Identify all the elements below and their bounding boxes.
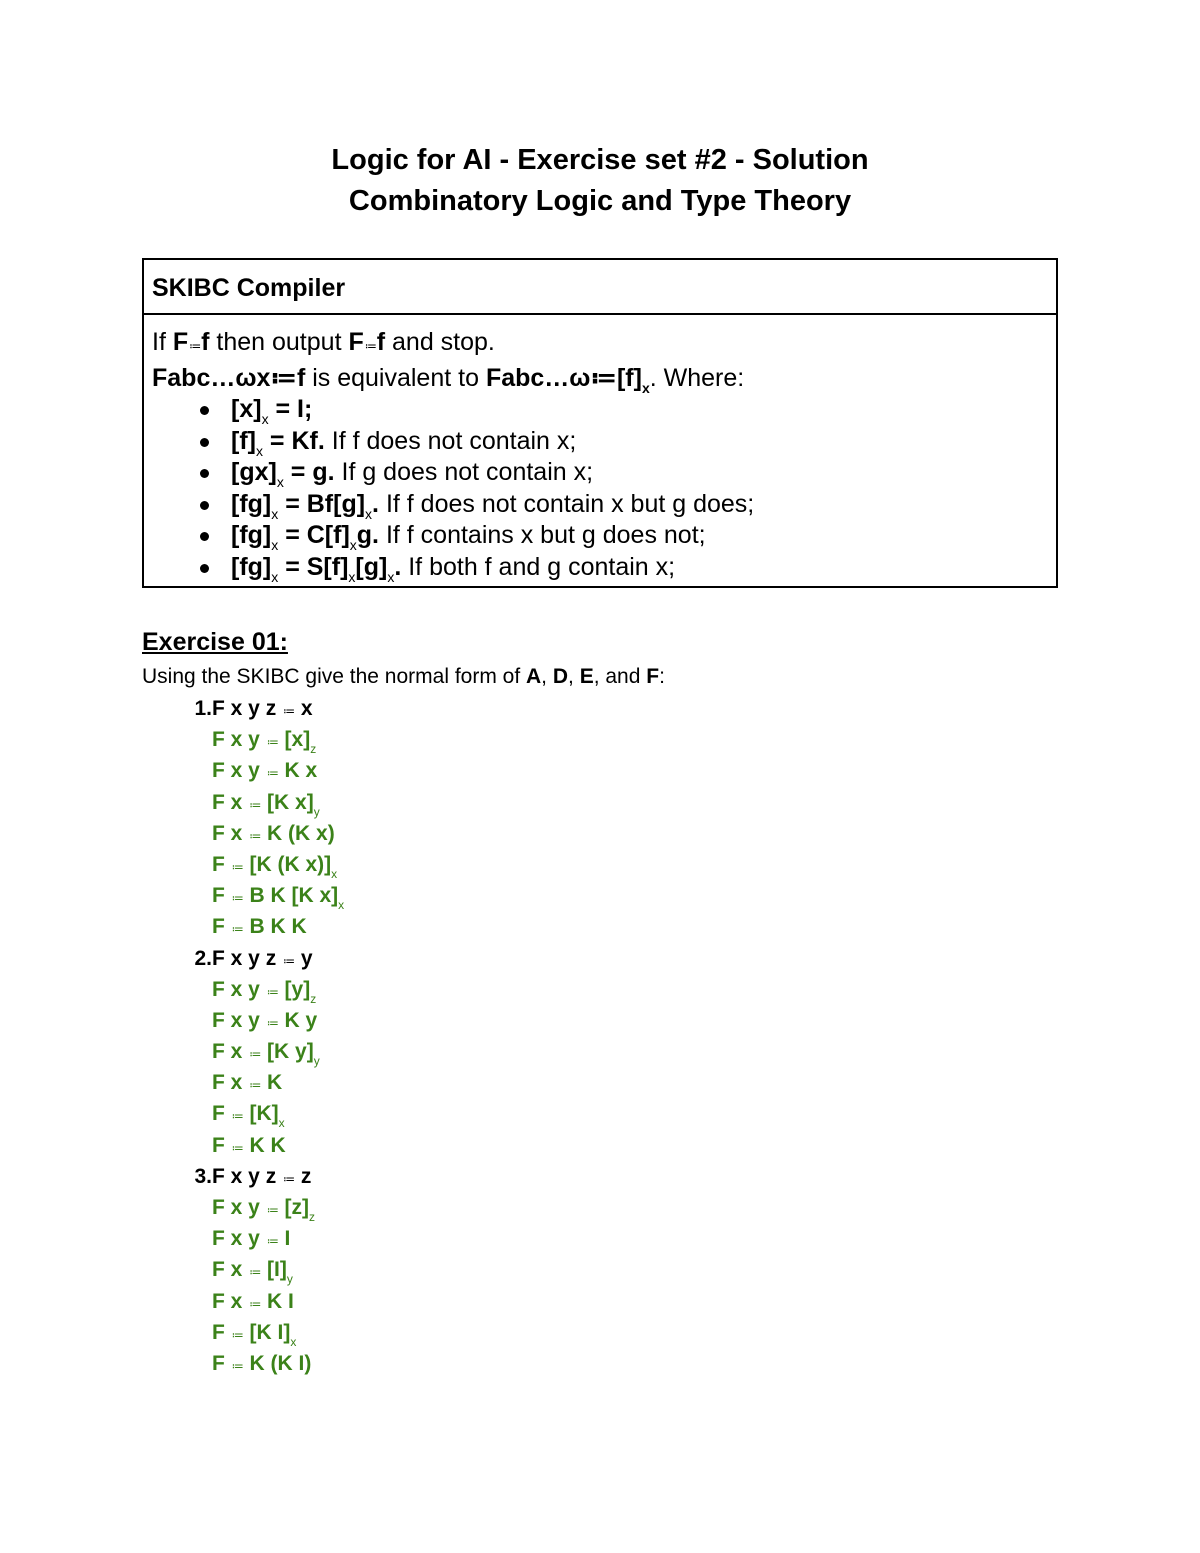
solution-step	[142, 1348, 1042, 1379]
text: E	[579, 665, 594, 688]
text: [f]	[231, 426, 256, 455]
text: f	[376, 328, 386, 356]
text: K (K x)	[261, 821, 335, 845]
text: Fabc…ω	[152, 363, 257, 392]
subscript: x	[271, 537, 279, 553]
solution-step	[142, 818, 1042, 849]
text: , and	[593, 665, 647, 688]
assign-symbol: ≔	[231, 891, 243, 906]
step-expression	[212, 1254, 293, 1288]
compiler-box	[142, 258, 1058, 588]
assign-symbol: ≔	[266, 766, 278, 781]
subscript: y	[313, 804, 320, 819]
step-expression	[212, 818, 335, 852]
text: F	[348, 328, 364, 356]
text: D	[552, 665, 569, 688]
assign-symbol: ≔	[231, 859, 243, 874]
rule-item	[152, 426, 1048, 458]
subscript: x	[278, 1116, 285, 1131]
text: z	[295, 1164, 312, 1188]
exercise-heading: Exercise 01:	[142, 628, 288, 656]
text: F x y	[212, 1196, 266, 1219]
assign-symbol: ≔	[189, 339, 201, 353]
step-expression	[212, 849, 337, 883]
text: :	[659, 665, 665, 688]
solution-step	[142, 1192, 1042, 1223]
step-expression	[212, 1036, 320, 1070]
text: [g]	[355, 552, 388, 581]
solution-step	[142, 911, 1042, 942]
text: Using the SKIBC give the normal form of	[142, 665, 526, 688]
step-expression	[212, 1067, 282, 1101]
text: [K I]	[243, 1320, 291, 1344]
text: ,	[541, 665, 553, 688]
text: = Bf[g]	[278, 489, 366, 518]
assign-symbol: ≔	[590, 363, 617, 392]
exercise-steps	[142, 693, 1042, 1379]
text: Fabc…ω	[485, 363, 591, 392]
text: is equivalent to	[305, 363, 486, 392]
step-expression	[212, 1192, 315, 1226]
subscript: x	[338, 898, 345, 913]
step-expression	[212, 1348, 311, 1382]
text: f	[296, 363, 306, 392]
assign-symbol: ≔	[266, 1015, 278, 1030]
assign-symbol: ≔	[266, 1234, 278, 1249]
text: F x y	[212, 977, 266, 1001]
text: F x	[212, 1258, 249, 1282]
assign-symbol: ≔	[249, 828, 261, 843]
text: If	[152, 328, 173, 356]
text: F	[212, 884, 231, 908]
subscript: x	[290, 1334, 297, 1349]
assign-symbol: ≔	[249, 1047, 261, 1062]
subscript: x	[348, 568, 356, 585]
text: B K [K x]	[243, 884, 339, 908]
step-expression	[212, 1098, 285, 1132]
text: f	[201, 328, 210, 356]
step-expression	[212, 1130, 286, 1164]
text: A	[526, 665, 542, 688]
assign-symbol: ≔	[283, 1171, 295, 1186]
assign-symbol: ≔	[231, 1140, 243, 1155]
text: and stop.	[385, 328, 495, 356]
step-expression	[212, 974, 316, 1008]
step-expression	[212, 1286, 294, 1320]
text: F x y	[212, 1227, 266, 1251]
assign-symbol: ≔	[266, 984, 278, 999]
rule-condition: If both f and g contain x;	[401, 552, 676, 581]
rule-condition: If f does not contain x;	[324, 426, 577, 455]
text: B K K	[243, 915, 307, 939]
subscript: z	[310, 742, 317, 757]
assign-symbol: ≔	[283, 704, 295, 718]
rule-item	[152, 394, 1048, 426]
solution-step	[142, 1067, 1042, 1098]
text: [f]	[616, 363, 642, 392]
text: .	[394, 552, 402, 581]
solution-step	[142, 755, 1042, 786]
subscript: y	[286, 1272, 293, 1287]
text: F	[212, 1102, 231, 1126]
item-expression	[212, 1161, 311, 1195]
solution-step	[142, 787, 1042, 818]
text: = C[f]	[278, 521, 350, 549]
text: ,	[568, 665, 580, 688]
text: [K y]	[261, 1040, 314, 1064]
subscript: x	[271, 568, 279, 585]
text: K y	[278, 1008, 318, 1032]
exercise-intro	[142, 662, 665, 692]
text: F x y	[212, 1008, 266, 1032]
item-expression	[212, 693, 313, 727]
text: F x	[212, 790, 249, 814]
step-expression	[212, 755, 317, 789]
text: [fg]	[231, 552, 272, 581]
subscript: x	[349, 537, 357, 553]
text: [z]	[278, 1196, 310, 1219]
text: K (K I)	[243, 1351, 312, 1375]
text: F	[212, 852, 231, 876]
assign-symbol: ≔	[266, 735, 278, 750]
assign-symbol: ≔	[231, 1358, 243, 1373]
subscript: x	[365, 505, 373, 522]
text: F x	[212, 1071, 249, 1095]
text: . Where:	[649, 363, 745, 392]
subscript: x	[387, 568, 395, 585]
subscript: x	[271, 505, 279, 522]
text: F x	[212, 821, 249, 845]
exercise-item	[142, 693, 1042, 724]
exercise-item	[142, 943, 1042, 974]
text: F x y z	[212, 946, 283, 970]
text: F	[212, 1351, 231, 1375]
text: [gx]	[231, 458, 277, 486]
text: F x	[212, 1040, 249, 1064]
text: x	[295, 697, 313, 720]
assign-symbol: ≔	[364, 339, 376, 353]
solution-step	[142, 1286, 1042, 1317]
text: F x y	[212, 728, 266, 752]
text: F x y z	[212, 1164, 283, 1188]
item-number: 2.	[194, 946, 212, 970]
text: .	[372, 489, 379, 518]
subscript: x	[255, 442, 263, 459]
text: [x]	[231, 395, 262, 423]
text: F	[172, 328, 189, 356]
rule-condition: If f contains x but g does not;	[379, 521, 706, 549]
text: K	[261, 1071, 283, 1095]
rule-condition: If f does not contain x but g does;	[379, 489, 755, 518]
subscript: x	[641, 379, 650, 396]
step-expression	[212, 880, 344, 914]
compiler-heading: SKIBC Compiler	[144, 260, 1056, 315]
text: K x	[278, 759, 318, 783]
text: then output	[209, 328, 349, 356]
compiler-body	[144, 315, 1056, 583]
text: I	[278, 1227, 291, 1251]
text: F	[212, 915, 231, 939]
rule-list	[152, 394, 1048, 583]
text: F	[212, 1133, 231, 1157]
subscript: y	[313, 1054, 320, 1069]
text: = g.	[283, 458, 335, 486]
text: = I;	[268, 395, 313, 423]
text: [y]	[278, 977, 311, 1001]
text: [K x]	[261, 790, 314, 814]
solution-step	[142, 1317, 1042, 1348]
text: [K (K x)]	[243, 852, 332, 876]
assign-symbol: ≔	[231, 1327, 243, 1342]
solution-step	[142, 849, 1042, 880]
step-expression	[212, 724, 316, 758]
text: K K	[243, 1133, 286, 1157]
rule-item	[152, 489, 1048, 521]
solution-step	[142, 724, 1042, 755]
assign-symbol: ≔	[249, 1265, 261, 1280]
text: [x]	[278, 728, 311, 752]
subscript: x	[261, 411, 269, 427]
solution-step	[142, 1005, 1042, 1036]
step-expression	[212, 1223, 290, 1257]
document-subtitle: Combinatory Logic and Type Theory	[348, 185, 852, 217]
item-number: 1.	[194, 697, 212, 720]
subscript: x	[331, 866, 338, 881]
assign-symbol: x≔	[256, 363, 297, 392]
solution-step	[142, 974, 1042, 1005]
compiler-line-2	[152, 363, 1048, 395]
item-expression	[212, 943, 313, 977]
assign-symbol: ≔	[249, 1078, 261, 1093]
solution-step	[142, 1223, 1042, 1254]
assign-symbol: ≔	[266, 1203, 278, 1217]
assign-symbol: ≔	[249, 1296, 261, 1311]
subscript: x	[276, 474, 284, 490]
text: [fg]	[231, 521, 272, 549]
subscript: z	[310, 991, 317, 1006]
text: F x	[212, 1289, 249, 1313]
text: [K]	[243, 1102, 279, 1126]
text: F	[212, 1320, 231, 1344]
compiler-line-1	[152, 327, 1048, 363]
solution-step	[142, 1254, 1042, 1285]
assign-symbol: ≔	[283, 953, 295, 968]
text: y	[295, 946, 313, 970]
solution-step	[142, 1130, 1042, 1161]
text: F x y z	[212, 697, 283, 720]
text: F x y	[212, 759, 266, 783]
assign-symbol: ≔	[231, 922, 243, 937]
rule-condition: If g does not contain x;	[334, 458, 594, 486]
rule-item	[152, 457, 1048, 489]
text: [I]	[261, 1258, 287, 1282]
item-number: 3.	[194, 1164, 212, 1188]
step-expression	[212, 911, 307, 945]
document-title: Logic for AI - Exercise set #2 - Solution	[331, 144, 869, 176]
subscript: z	[309, 1210, 316, 1224]
step-expression	[212, 1317, 296, 1351]
text: g.	[356, 521, 379, 549]
solution-step	[142, 1036, 1042, 1067]
text: = S[f]	[278, 552, 349, 581]
solution-step	[142, 1098, 1042, 1129]
text: [fg]	[231, 489, 272, 518]
text: = Kf.	[262, 426, 325, 455]
assign-symbol: ≔	[231, 1109, 243, 1124]
step-expression	[212, 1005, 317, 1039]
rule-item	[152, 520, 1048, 552]
text: F	[646, 665, 660, 688]
exercise-item	[142, 1161, 1042, 1192]
rule-item	[152, 552, 1048, 584]
step-expression	[212, 787, 320, 821]
text: K I	[261, 1289, 294, 1313]
solution-step	[142, 880, 1042, 911]
assign-symbol: ≔	[249, 797, 261, 812]
